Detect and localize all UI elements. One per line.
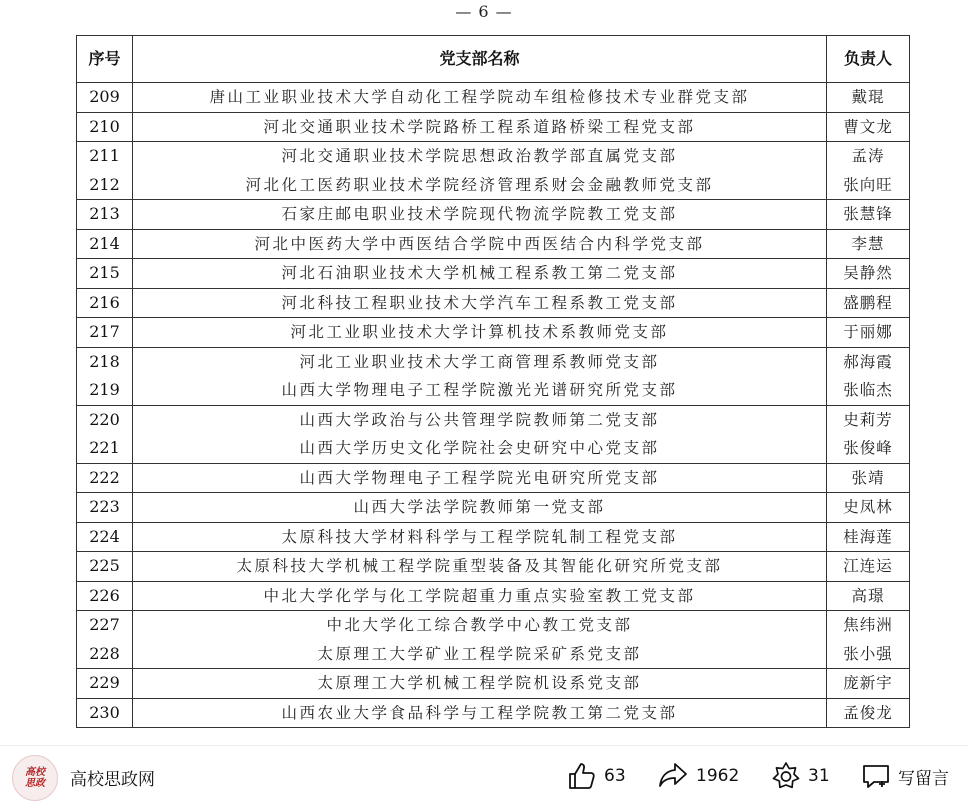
table-row (77, 200, 910, 230)
row-number: 218 (77, 347, 133, 376)
row-number: 213 (77, 200, 133, 230)
table-row (77, 581, 910, 611)
table-row (77, 112, 910, 142)
row-number: 226 (77, 581, 133, 611)
row-number: 221 (77, 434, 133, 463)
branch-name: 太原理工大学机械工程学院机设系党支部 (133, 669, 827, 699)
row-number: 212 (77, 171, 133, 200)
table-row (77, 347, 910, 376)
share-button[interactable] (656, 758, 739, 794)
person-in-charge: 李慧 (827, 229, 910, 259)
branch-name: 山西大学物理电子工程学院激光光谱研究所党支部 (133, 376, 827, 405)
person-in-charge: 张向旺 (827, 171, 910, 200)
article-action-bar (0, 745, 968, 806)
table-row (77, 142, 910, 171)
branch-name: 太原理工大学矿业工程学院采矿系党支部 (133, 640, 827, 669)
account-name[interactable]: 高校思政网 (70, 770, 155, 790)
branch-name: 河北科技工程职业技术大学汽车工程系教工党支部 (133, 288, 827, 318)
row-number: 222 (77, 463, 133, 493)
comment-icon (860, 760, 892, 792)
branch-name: 河北中医药大学中西医结合学院中西医结合内科学党支部 (133, 229, 827, 259)
person-in-charge: 于丽娜 (827, 318, 910, 348)
account-avatar[interactable] (12, 755, 58, 801)
row-number: 223 (77, 493, 133, 523)
table-header-row (77, 36, 910, 83)
branch-name: 太原科技大学材料科学与工程学院轧制工程党支部 (133, 522, 827, 552)
person-in-charge: 庞新宇 (827, 669, 910, 699)
row-number: 225 (77, 552, 133, 582)
person-in-charge: 曹文龙 (827, 112, 910, 142)
person-in-charge: 张俊峰 (827, 434, 910, 463)
branch-name: 山西大学物理电子工程学院光电研究所党支部 (133, 463, 827, 493)
row-number: 220 (77, 405, 133, 434)
branch-name: 河北化工医药职业技术学院经济管理系财会金融教师党支部 (133, 171, 827, 200)
branch-name: 河北工业职业技术大学工商管理系教师党支部 (133, 347, 827, 376)
branch-name: 太原科技大学机械工程学院重型装备及其智能化研究所党支部 (133, 552, 827, 582)
row-number: 214 (77, 229, 133, 259)
header-person: 负责人 (827, 36, 910, 83)
row-number: 211 (77, 142, 133, 171)
table-row (77, 611, 910, 640)
header-branch-name: 党支部名称 (133, 36, 827, 83)
comment-label: 写留言 (898, 768, 949, 789)
row-number: 210 (77, 112, 133, 142)
share-count: 1962 (696, 766, 740, 786)
table-row (77, 83, 910, 113)
table-row (77, 288, 910, 318)
person-in-charge: 张慧锋 (827, 200, 910, 230)
thumbs-up-icon (566, 760, 598, 792)
person-in-charge: 史凤林 (827, 493, 910, 523)
branch-name: 河北交通职业技术学院路桥工程系道路桥梁工程党支部 (133, 112, 827, 142)
person-in-charge: 戴琨 (827, 83, 910, 113)
person-in-charge: 吴静然 (827, 259, 910, 289)
person-in-charge: 孟涛 (827, 142, 910, 171)
table-body (77, 83, 910, 728)
person-in-charge: 张靖 (827, 463, 910, 493)
table-row (77, 229, 910, 259)
person-in-charge: 盛鹏程 (827, 288, 910, 318)
logo-text: 高校思政 (25, 767, 45, 789)
person-in-charge: 桂海莲 (827, 522, 910, 552)
page-number: — 6 — (455, 2, 513, 21)
row-number: 228 (77, 640, 133, 669)
branch-name: 石家庄邮电职业技术学院现代物流学院教工党支部 (133, 200, 827, 230)
row-number: 224 (77, 522, 133, 552)
share-arrow-icon (656, 760, 690, 792)
branch-name: 中北大学化工综合教学中心教工党支部 (133, 611, 827, 640)
row-number: 216 (77, 288, 133, 318)
branch-name: 河北石油职业技术大学机械工程系教工第二党支部 (133, 259, 827, 289)
branch-name: 山西大学历史文化学院社会史研究中心党支部 (133, 434, 827, 463)
table-row (77, 522, 910, 552)
table-row (77, 698, 910, 728)
table-row (77, 552, 910, 582)
person-in-charge: 张小强 (827, 640, 910, 669)
table-row (77, 171, 910, 200)
person-in-charge: 焦纬洲 (827, 611, 910, 640)
table-row (77, 434, 910, 463)
like-count: 63 (604, 766, 626, 786)
branch-name: 河北工业职业技术大学计算机技术系教师党支部 (133, 318, 827, 348)
table-row (77, 640, 910, 669)
table-row (77, 405, 910, 434)
branch-name: 唐山工业职业技术大学自动化工程学院动车组检修技术专业群党支部 (133, 83, 827, 113)
table-row (77, 318, 910, 348)
row-number: 209 (77, 83, 133, 113)
row-number: 219 (77, 376, 133, 405)
branch-name: 山西大学法学院教师第一党支部 (133, 493, 827, 523)
table-row (77, 259, 910, 289)
row-number: 227 (77, 611, 133, 640)
person-in-charge: 史莉芳 (827, 405, 910, 434)
person-in-charge: 张临杰 (827, 376, 910, 405)
row-number: 215 (77, 259, 133, 289)
person-in-charge: 高璟 (827, 581, 910, 611)
row-number: 217 (77, 318, 133, 348)
comment-button[interactable] (860, 758, 949, 794)
wow-count: 31 (808, 766, 830, 786)
branch-name: 中北大学化学与化工学院超重力重点实验室教工党支部 (133, 581, 827, 611)
person-in-charge: 孟俊龙 (827, 698, 910, 728)
branch-name: 河北交通职业技术学院思想政治教学部直属党支部 (133, 142, 827, 171)
table-row (77, 463, 910, 493)
person-in-charge: 江连运 (827, 552, 910, 582)
branch-name: 山西大学政治与公共管理学院教师第二党支部 (133, 405, 827, 434)
row-number: 229 (77, 669, 133, 699)
row-number: 230 (77, 698, 133, 728)
person-in-charge: 郝海霞 (827, 347, 910, 376)
wow-button[interactable] (770, 758, 830, 794)
header-no: 序号 (77, 36, 133, 83)
table-row (77, 493, 910, 523)
wow-flower-icon (770, 760, 802, 792)
branch-name: 山西农业大学食品科学与工程学院教工第二党支部 (133, 698, 827, 728)
table-row (77, 669, 910, 699)
branch-table (76, 35, 910, 728)
like-button[interactable] (566, 758, 626, 794)
table-row (77, 376, 910, 405)
